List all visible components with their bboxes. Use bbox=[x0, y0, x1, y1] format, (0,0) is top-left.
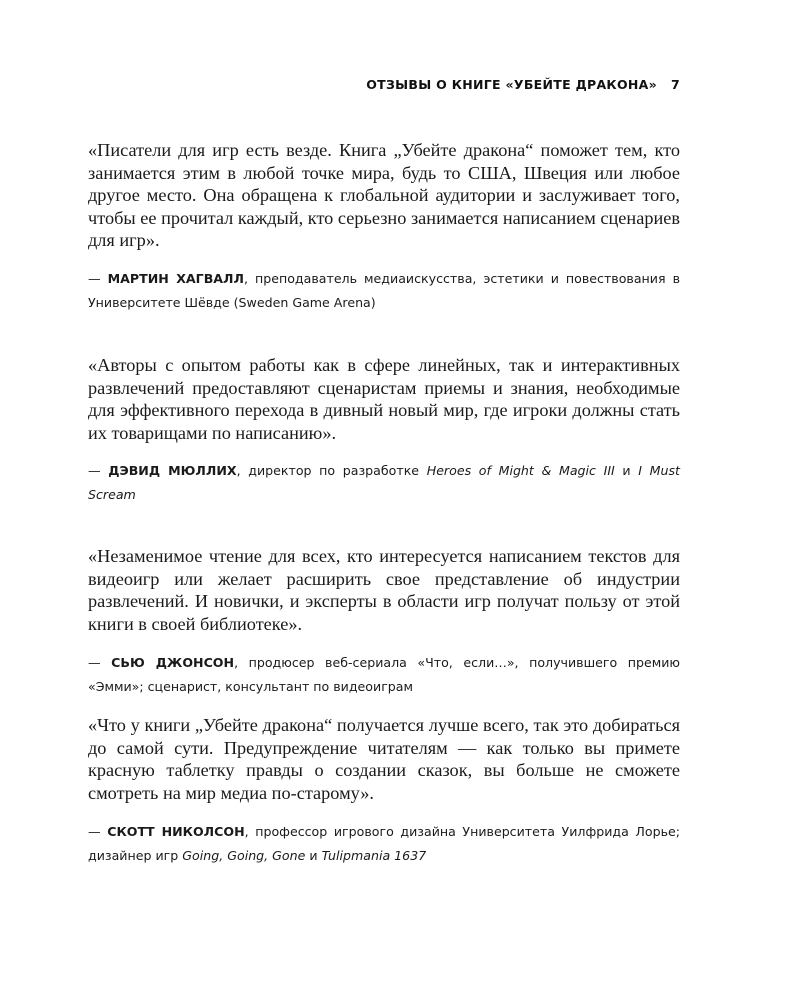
review-attribution-1: — МАРТИН ХАГВАЛЛ, преподаватель медиаискусства, эстетики и повествования в Университете Шёвде (Sweden Game Arena) bbox=[88, 271, 680, 310]
reviewer-name-4: СКОТТ НИКОЛСОН bbox=[107, 824, 245, 839]
reviewer-name-3: СЬЮ ДЖОНСОН bbox=[111, 655, 235, 670]
running-header bbox=[88, 77, 680, 92]
review-quote-1: «Писатели для игр есть везде. Книга „Убейте дракона“ поможет тем, кто занимается этим в любой точке мира, будь то США, Швеция или любое другое место. Она обращена к глобальной аудитории и заслуживает того, чтобы ее прочитал каждый, кто серьезно занимается написанием сценариев для игр». bbox=[88, 140, 680, 250]
page-number: 7 bbox=[671, 77, 680, 92]
review-quote-3: «Незаменимое чтение для всех, кто интересуется написанием текстов для видеоигр или желает расширить свое представление об индустрии развлечений. И новички, и эксперты в области игр получат пользу от этой книги в своей библиотеке». bbox=[88, 546, 680, 634]
reviewer-name-2: ДЭВИД МЮЛЛИХ bbox=[108, 463, 237, 478]
reviewer-work-2a: Heroes of Might & Magic III bbox=[426, 463, 615, 478]
review-attribution-4: — СКОТТ НИКОЛСОН, профессор игрового дизайна Университета Уилфрида Лорье; дизайнер игр Going, Going, Gone и Tulipmania 1637 bbox=[88, 824, 680, 863]
reviewer-role-3: , продюсер веб-сериала «Что, если…», получившего премию «Эмми»; сценарист, консультант по видеоиграм bbox=[88, 655, 680, 694]
reviewer-role-1: , преподаватель медиаискусства, эстетики и повествования в Университете Шёвде (Sweden Game Arena) bbox=[88, 271, 680, 310]
reviewer-role-4: , профессор игрового дизайна Университета Уилфрида Лорье; дизайнер игр bbox=[88, 824, 680, 863]
reviewer-work-4b: Tulipmania 1637 bbox=[321, 848, 427, 863]
reviewer-work-2b: I Must Scream bbox=[88, 463, 680, 502]
reviewer-work-4a: Going, Going, Gone bbox=[182, 848, 306, 863]
reviewer-name-1: МАРТИН ХАГВАЛЛ bbox=[107, 271, 244, 286]
header-title: ОТЗЫВЫ О КНИГЕ «УБЕЙТЕ ДРАКОНА» bbox=[366, 77, 657, 92]
review-quote-2: «Авторы с опытом работы как в сфере линейных, так и интерактивных развлечений предоставляют сценаристам приемы и знания, необходимые для эффективного перехода в дивный новый мир, где игроки должны стать их товарищами по написанию». bbox=[88, 355, 680, 443]
reviewer-role-2: , директор по разработке bbox=[236, 463, 427, 478]
review-attribution-3: — СЬЮ ДЖОНСОН, продюсер веб-сериала «Что, если…», получившего премию «Эмми»; сценарист, консультант по видеоиграм bbox=[88, 655, 680, 694]
review-quote-4: «Что у книги „Убейте дракона“ получается лучше всего, так это добираться до самой сути. Предупреждение читателям — как только вы примете красную таблетку правды о создании сказок, вы больше не сможете смотреть на мир медиа по-старому». bbox=[88, 715, 680, 803]
review-attribution-2: — ДЭВИД МЮЛЛИХ, директор по разработке Heroes of Might & Magic III и I Must Scream bbox=[88, 463, 680, 502]
